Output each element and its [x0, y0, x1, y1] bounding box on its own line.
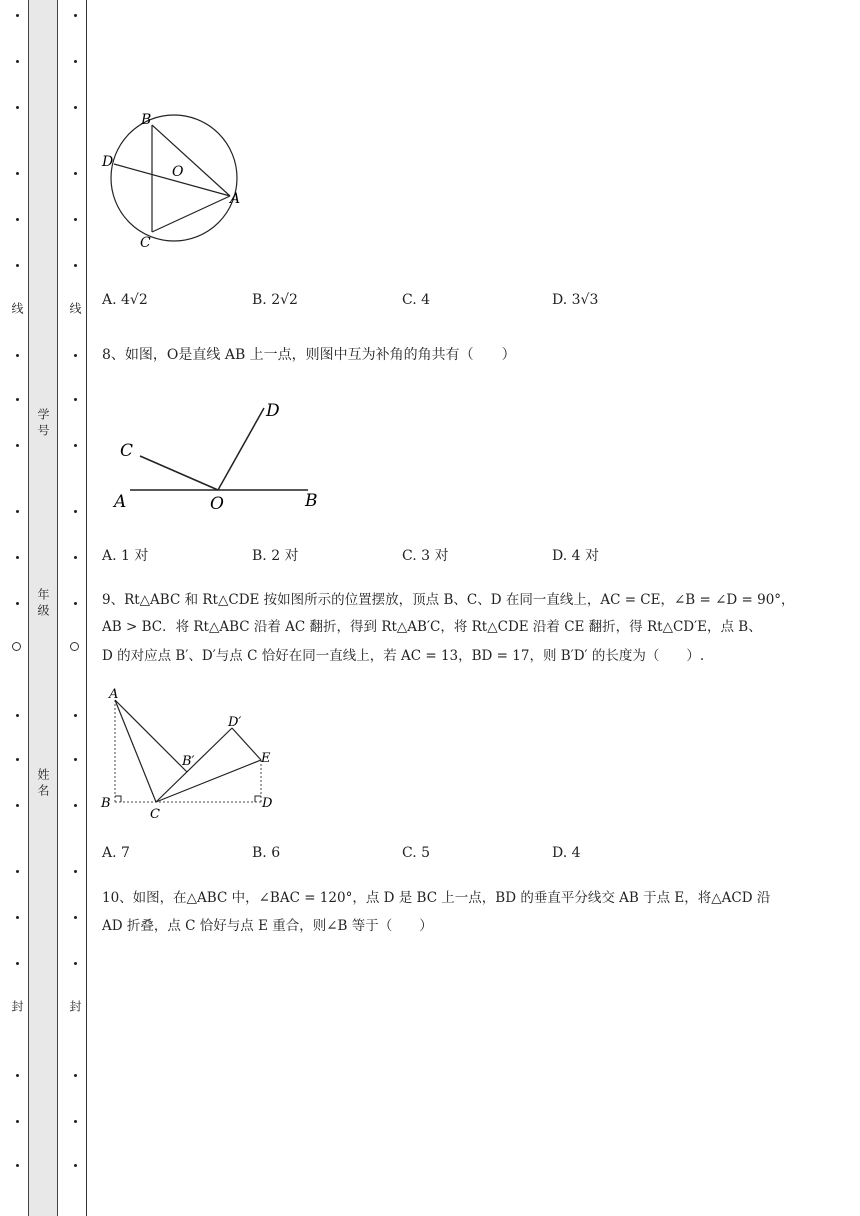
binding-circle-mark [70, 642, 79, 651]
binding-dot [74, 264, 77, 267]
binding-dot [16, 106, 19, 109]
q7-options [102, 292, 702, 308]
label-c: C [150, 807, 160, 822]
label-o: O [210, 494, 224, 514]
label-a: A [230, 191, 241, 207]
q8-option-d[interactable] [552, 545, 702, 565]
binding-dot [74, 218, 77, 221]
q9-stem-line1: 9、Rt△ABC 和 Rt△CDE 按如图所示的位置摆放，顶点 B、C、D 在同一直线上，AC = CE，∠B = ∠D = 90°， [102, 592, 795, 608]
binding-dot [74, 602, 77, 605]
binding-circle-mark [12, 642, 21, 651]
binding-dot [16, 264, 19, 267]
q7-option-c[interactable] [402, 292, 552, 308]
binding-dot [16, 758, 19, 761]
binding-dot [16, 1074, 19, 1077]
q7-option-b[interactable] [252, 292, 402, 308]
binding-dot [16, 218, 19, 221]
binding-dot [74, 758, 77, 761]
q8-stem: 8、如图，O是直线 AB 上一点，则图中互为补角的角共有（ ） [102, 347, 516, 363]
label-a: A [114, 492, 127, 512]
label-a: A [109, 687, 119, 702]
option-value: 3√3 [571, 292, 599, 308]
binding-dot [74, 1120, 77, 1123]
q9-option-a[interactable] [102, 845, 252, 861]
option-value: 1 对 [121, 548, 149, 564]
option-letter: D. [552, 548, 568, 564]
q8-options [102, 545, 702, 565]
student-number-label: 学 号 [36, 408, 50, 436]
option-value: 6 [271, 845, 281, 861]
q8-option-a[interactable] [102, 545, 252, 565]
label-d: D [266, 401, 280, 421]
option-letter: D. [552, 845, 568, 861]
q9-option-d[interactable] [552, 845, 702, 861]
binding-dot [16, 602, 19, 605]
binding-dot [74, 556, 77, 559]
label-b: B [305, 491, 318, 511]
option-value: 2 对 [271, 548, 299, 564]
binding-dot [16, 398, 19, 401]
q9-triangle-figure [98, 684, 288, 824]
q9-option-b[interactable] [252, 845, 402, 861]
binding-dot [74, 14, 77, 17]
q9-stem-line3: D 的对应点 B′、D′与点 C 恰好在同一直线上，若 AC = 13，BD = 17，则 B′D′ 的长度为（ ）. [102, 648, 705, 664]
option-letter: A. [102, 845, 117, 861]
option-letter: B. [252, 292, 267, 308]
binding-dot [74, 106, 77, 109]
binding-dot [16, 870, 19, 873]
binding-dot [74, 398, 77, 401]
binding-rule [86, 0, 87, 1216]
option-value: 3 对 [421, 548, 449, 564]
q8-option-c[interactable] [402, 545, 552, 565]
option-letter: C. [402, 845, 417, 861]
option-letter: C. [402, 292, 417, 308]
binding-dot [16, 916, 19, 919]
q8-option-b[interactable] [252, 545, 402, 565]
label-bprime: B′ [182, 754, 195, 769]
label-d: D [262, 796, 273, 811]
label-e: E [261, 751, 271, 766]
binding-dot [74, 870, 77, 873]
binding-dot [74, 916, 77, 919]
ray-oc [140, 456, 218, 490]
ray-od [218, 408, 264, 490]
binding-label-line: 线 [10, 302, 24, 314]
binding-dot [16, 444, 19, 447]
option-letter: C. [402, 548, 417, 564]
option-letter: B. [252, 548, 267, 564]
q10-stem-line1: 10、如图，在△ABC 中，∠BAC = 120°，点 D 是 BC 上一点，BD 的垂直平分线交 AB 于点 E，将△ACD 沿 [102, 890, 771, 906]
binding-dot [16, 556, 19, 559]
q7-option-d[interactable] [552, 292, 702, 308]
binding-dot [74, 1074, 77, 1077]
option-value: 2√2 [271, 292, 298, 308]
option-letter: A. [102, 292, 117, 308]
q10-stem-line2: AD 折叠，点 C 恰好与点 E 重合，则∠B 等于（ ） [102, 918, 433, 934]
binding-dot [74, 1164, 77, 1167]
option-value: 4 [571, 845, 581, 861]
binding-label-line: 线 [68, 302, 82, 314]
binding-dot [16, 804, 19, 807]
label-c: C [120, 441, 134, 461]
binding-dot [16, 962, 19, 965]
right-angle-b [115, 796, 121, 802]
binding-margin [0, 0, 88, 1216]
option-letter: A. [102, 548, 117, 564]
segment-abprime [115, 700, 187, 772]
q7-option-a[interactable] [102, 292, 252, 308]
name-label: 姓 名 [36, 768, 50, 796]
label-d: D [102, 154, 114, 170]
binding-dot [74, 510, 77, 513]
right-angle-d [255, 796, 261, 802]
binding-dot [74, 714, 77, 717]
binding-dot [16, 510, 19, 513]
binding-label-seal: 封 [68, 1000, 82, 1012]
binding-dot [74, 444, 77, 447]
binding-dot [74, 804, 77, 807]
q9-stem-line2: AB > BC．将 Rt△ABC 沿着 AC 翻折，得到 Rt△AB′C，将 Rt△CDE 沿着 CE 翻折，得 Rt△CD′E，点 B、 [102, 619, 762, 635]
grade-label: 年 级 [36, 588, 50, 616]
option-value: 4 [421, 292, 431, 308]
binding-dot [16, 60, 19, 63]
binding-dot [74, 962, 77, 965]
binding-dot [16, 14, 19, 17]
option-letter: D. [552, 292, 568, 308]
segment-ca [152, 196, 230, 232]
q9-option-c[interactable] [402, 845, 552, 861]
binding-label-seal: 封 [10, 1000, 24, 1012]
binding-dot [16, 714, 19, 717]
binding-dot [74, 354, 77, 357]
binding-dot [16, 354, 19, 357]
option-value: 5 [421, 845, 431, 861]
segment-dprime-e [232, 728, 261, 760]
label-o: O [172, 164, 184, 180]
segment-ac [115, 700, 156, 802]
q8-angle-figure [106, 396, 336, 520]
option-value: 4√2 [121, 292, 148, 308]
binding-dot [16, 1120, 19, 1123]
label-b: B [101, 796, 111, 811]
label-dprime: D′ [228, 715, 242, 730]
segment-ce [156, 760, 261, 802]
q7-circle-figure [96, 108, 256, 258]
option-letter: B. [252, 845, 267, 861]
option-value: 7 [121, 845, 130, 861]
label-b: B [141, 112, 152, 128]
binding-dot [74, 60, 77, 63]
binding-dot [16, 1164, 19, 1167]
binding-dot [74, 172, 77, 175]
option-value: 4 对 [571, 548, 599, 564]
binding-dot [16, 172, 19, 175]
q9-options [102, 845, 702, 861]
label-c: C [140, 235, 151, 251]
